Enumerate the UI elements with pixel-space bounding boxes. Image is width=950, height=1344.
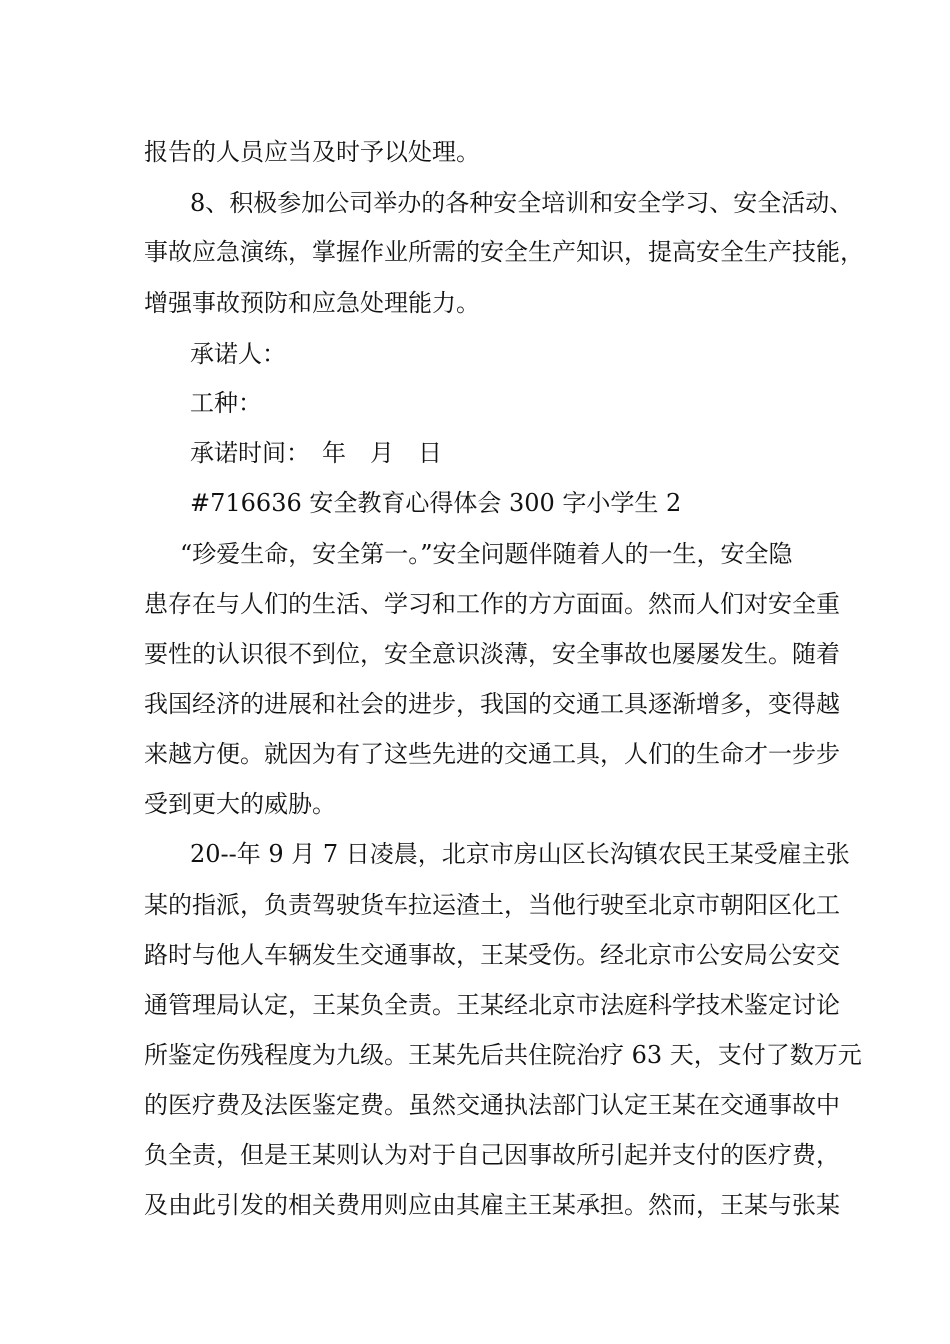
- text-line: 事故应急演练，掌握作业所需的安全生产知识，提高安全生产技能，: [144, 238, 864, 266]
- text-line: 工种：: [190, 389, 262, 417]
- text-line: 承诺人：: [190, 340, 286, 368]
- text-line: 要性的认识很不到位，安全意识淡薄，安全事故也屡屡发生。随着: [144, 640, 840, 668]
- text-line: “珍爱生命，安全第一。”安全问题伴随着人的一生，安全隐: [180, 540, 793, 568]
- text-line: 路时与他人车辆发生交通事故，王某受伤。经北京市公安局公安交: [144, 941, 840, 969]
- text-line: 报告的人员应当及时予以处理。: [144, 138, 480, 166]
- text-line: 所鉴定伤残程度为九级。王某先后共住院治疗 63 天，支付了数万元: [144, 1041, 862, 1069]
- text-line: 8、积极参加公司举办的各种安全培训和安全学习、安全活动、: [190, 189, 854, 217]
- section-heading: #716636 安全教育心得体会 300 字小学生 2: [190, 489, 682, 517]
- text-line: 负全责，但是王某则认为对于自己因事故所引起并支付的医疗费，: [144, 1141, 840, 1169]
- text-line: 来越方便。就因为有了这些先进的交通工具，人们的生命才一步步: [144, 740, 840, 768]
- text-line: 增强事故预防和应急处理能力。: [144, 289, 480, 317]
- text-line: 承诺时间： 年 月 日: [190, 439, 442, 467]
- text-line: 及由此引发的相关费用则应由其雇主王某承担。然而，王某与张某: [144, 1191, 840, 1219]
- text-line: 某的指派，负责驾驶货车拉运渣土，当他行驶至北京市朝阳区化工: [144, 891, 840, 919]
- text-line: 20--年 9 月 7 日凌晨，北京市房山区长沟镇农民王某受雇主张: [190, 840, 850, 868]
- text-line: 通管理局认定，王某负全责。王某经北京市法庭科学技术鉴定讨论: [144, 991, 840, 1019]
- text-line: 受到更大的威胁。: [144, 790, 336, 818]
- text-line: 患存在与人们的生活、学习和工作的方方面面。然而人们对安全重: [144, 590, 840, 618]
- text-line: 的医疗费及法医鉴定费。虽然交通执法部门认定王某在交通事故中: [144, 1091, 840, 1119]
- text-line: 我国经济的进展和社会的进步，我国的交通工具逐渐增多，变得越: [144, 690, 840, 718]
